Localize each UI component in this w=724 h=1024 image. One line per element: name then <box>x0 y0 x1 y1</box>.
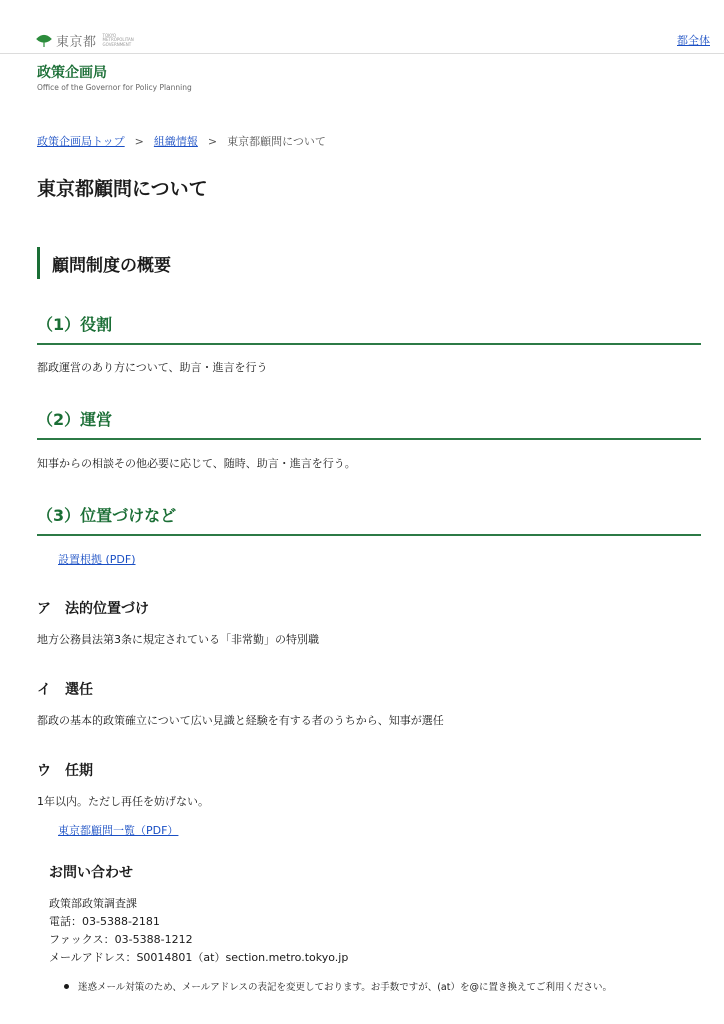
contact-note-text: 迷惑メール対策のため、メールアドレスの表記を変更しております。お手数ですが、(at）を@に置き換えてご利用ください。 <box>78 982 612 993</box>
logo-name: 東京都 <box>56 35 97 50</box>
all-tokyo-link[interactable]: 都全体 <box>677 34 710 47</box>
bullet-icon <box>64 984 69 989</box>
breadcrumb-link-top[interactable]: 政策企画局トップ <box>37 135 125 148</box>
text-operation: 知事からの相談その他必要に応じて、随時、助言・進言を行う。 <box>37 457 356 470</box>
tokyo-logo[interactable] <box>36 31 133 50</box>
contact-info <box>49 895 348 967</box>
logo-subtitle: TOKYO METROPOLITAN GOVERNMENT <box>102 32 134 47</box>
breadcrumb-separator-icon: > <box>207 134 218 148</box>
advisor-list-pdf-link[interactable]: 東京都顧問一覧（PDF） <box>58 824 179 837</box>
contact-note <box>64 979 612 993</box>
bureau-name: 政策企画局 <box>37 65 107 81</box>
top-bar <box>0 0 724 54</box>
breadcrumb-current: 東京都顧問について <box>227 135 326 148</box>
page-title: 東京都顧問について <box>37 178 208 200</box>
contact-title: お問い合わせ <box>49 865 133 881</box>
bureau-logo[interactable] <box>37 65 192 92</box>
heading-operation: （2）運営 <box>37 407 701 440</box>
heading-appointment: イ 選任 <box>37 682 93 698</box>
section-title: 顧問制度の概要 <box>37 247 171 279</box>
heading-role: （1）役割 <box>37 312 701 345</box>
contact-department: 政策部政策調査課 <box>49 897 137 910</box>
contact-phone: 電話：03-5388-2181 <box>49 915 160 928</box>
heading-positioning: （3）位置づけなど <box>37 503 701 536</box>
contact-fax: ファックス：03-5388-1212 <box>49 933 193 946</box>
text-role: 都政運営のあり方について、助言・進言を行う <box>37 361 268 374</box>
heading-term: ウ 任期 <box>37 763 93 779</box>
ginkgo-leaf-icon <box>36 33 52 49</box>
breadcrumb <box>37 133 326 149</box>
basis-pdf-link[interactable]: 設置根拠 (PDF) <box>58 553 136 566</box>
contact-email: メールアドレス：S0014801（at）section.metro.tokyo.jp <box>49 951 349 964</box>
breadcrumb-separator-icon: > <box>134 134 144 148</box>
bureau-name-english: Office of the Governor for Policy Planning <box>37 83 192 92</box>
text-legal-position: 地方公務員法第3条に規定されている「非常勤」の特別職 <box>37 633 319 646</box>
heading-legal-position: ア 法的位置づけ <box>37 601 149 617</box>
text-appointment: 都政の基本的政策確立について広い見識と経験を有する者のうちから、知事が選任 <box>37 714 444 727</box>
breadcrumb-link-organization[interactable]: 組織情報 <box>153 135 198 148</box>
text-term: 1年以内。ただし再任を妨げない。 <box>37 795 209 808</box>
